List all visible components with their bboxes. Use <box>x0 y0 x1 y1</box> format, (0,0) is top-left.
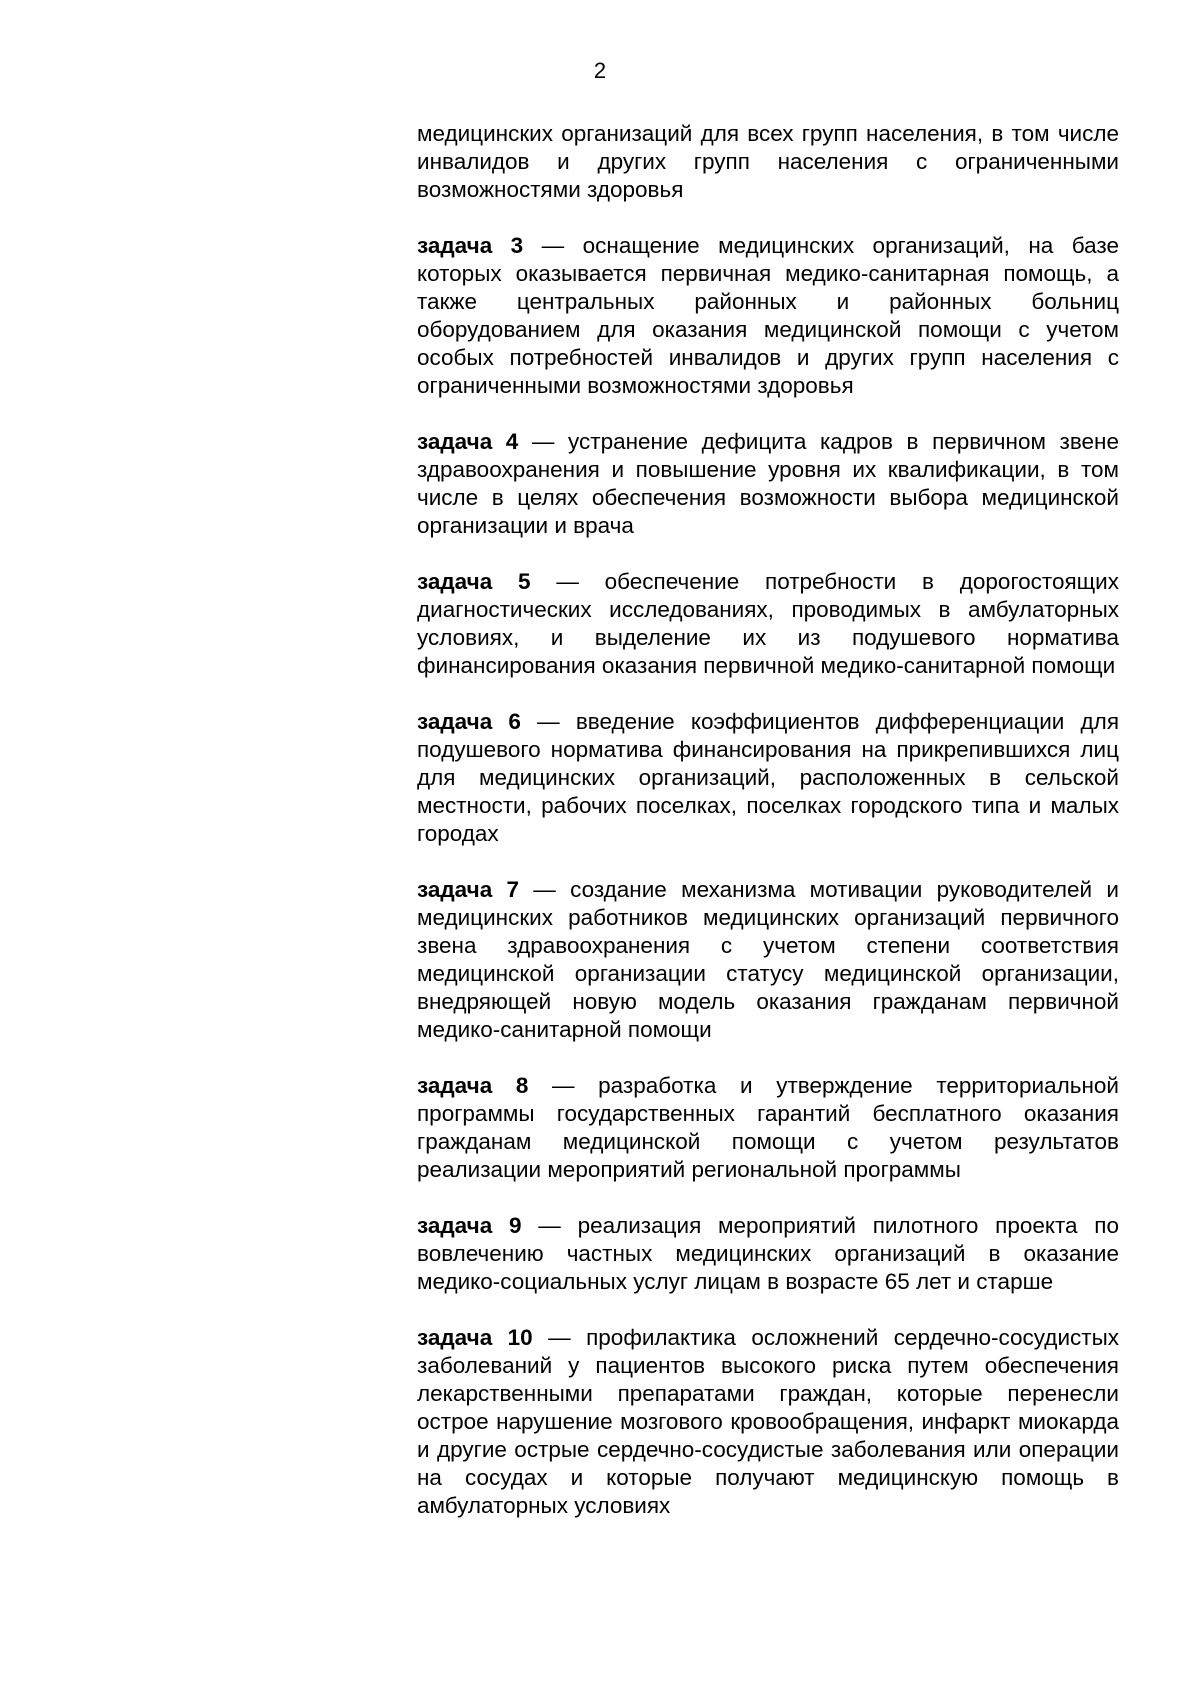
task-paragraph <box>417 1212 1119 1296</box>
task-text: — профилактика осложнений сердечно-сосудистых заболеваний у пациентов высокого риска путем обеспечения лекарственными препаратами граждан, которые перенесли острое нарушение мозгового кровообращения, инфаркт миокарда и другие острые сердечно-сосудистые заболевания или операции на сосудах и которые получают медицинскую помощь в амбулаторных условиях <box>417 1325 1119 1518</box>
task-paragraph <box>417 708 1119 848</box>
page-number: 2 <box>593 58 607 83</box>
task-paragraph <box>417 428 1119 540</box>
task-label: задача 9 <box>417 1213 522 1238</box>
paragraph-continuation <box>417 120 1119 204</box>
document-body <box>417 120 1119 1548</box>
task-label: задача 6 <box>417 709 521 734</box>
task-text: — реализация мероприятий пилотного проекта по вовлечению частных медицинских организаций в оказание медико-социальных услуг лицам в возрасте 65 лет и старше <box>417 1213 1119 1294</box>
task-label: задача 10 <box>417 1325 533 1350</box>
task-label: задача 7 <box>417 877 520 902</box>
task-text: — устранение дефицита кадров в первичном звене здравоохранения и повышение уровня их квалификации, в том числе в целях обеспечения возможности выбора медицинской организации и врача <box>417 429 1119 538</box>
task-paragraph <box>417 1324 1119 1520</box>
task-text: — оснащение медицинских организаций, на базе которых оказывается первичная медико-санитарная помощь, а также центральных районных и районных больниц оборудованием для оказания медицинской помощи с учетом особых потребностей инвалидов и других групп населения с ограниченными возможностями здоровья <box>417 233 1119 398</box>
task-label: задача 5 <box>417 569 531 594</box>
task-paragraph <box>417 876 1119 1044</box>
task-text: — разработка и утверждение территориальной программы государственных гарантий бесплатного оказания гражданам медицинской помощи с учетом результатов реализации мероприятий региональной программы <box>417 1073 1119 1182</box>
task-text: — создание механизма мотивации руководителей и медицинских работников медицинских организаций первичного звена здравоохранения с учетом степени соответствия медицинской организации статусу медицинской организации, внедряющей новую модель оказания гражданам первичной медико-санитарной помощи <box>417 877 1119 1042</box>
task-paragraph <box>417 568 1119 680</box>
task-label: задача 4 <box>417 429 519 454</box>
task-text: — введение коэффициентов дифференциации для подушевого норматива финансирования на прикрепившихся лиц для медицинских организаций, расположенных в сельской местности, рабочих поселках, поселках городского типа и малых городах <box>417 709 1119 846</box>
paragraph-text: медицинских организаций для всех групп населения, в том числе инвалидов и других групп населения с ограниченными возможностями здоровья <box>417 121 1119 202</box>
task-paragraph <box>417 1072 1119 1184</box>
task-text: — обеспечение потребности в дорогостоящих диагностических исследованиях, проводимых в амбулаторных условиях, и выделение их из подушевого норматива финансирования оказания первичной медико-санитарной помощи <box>417 569 1119 678</box>
task-label: задача 3 <box>417 233 524 258</box>
task-paragraph <box>417 232 1119 400</box>
task-label: задача 8 <box>417 1073 529 1098</box>
